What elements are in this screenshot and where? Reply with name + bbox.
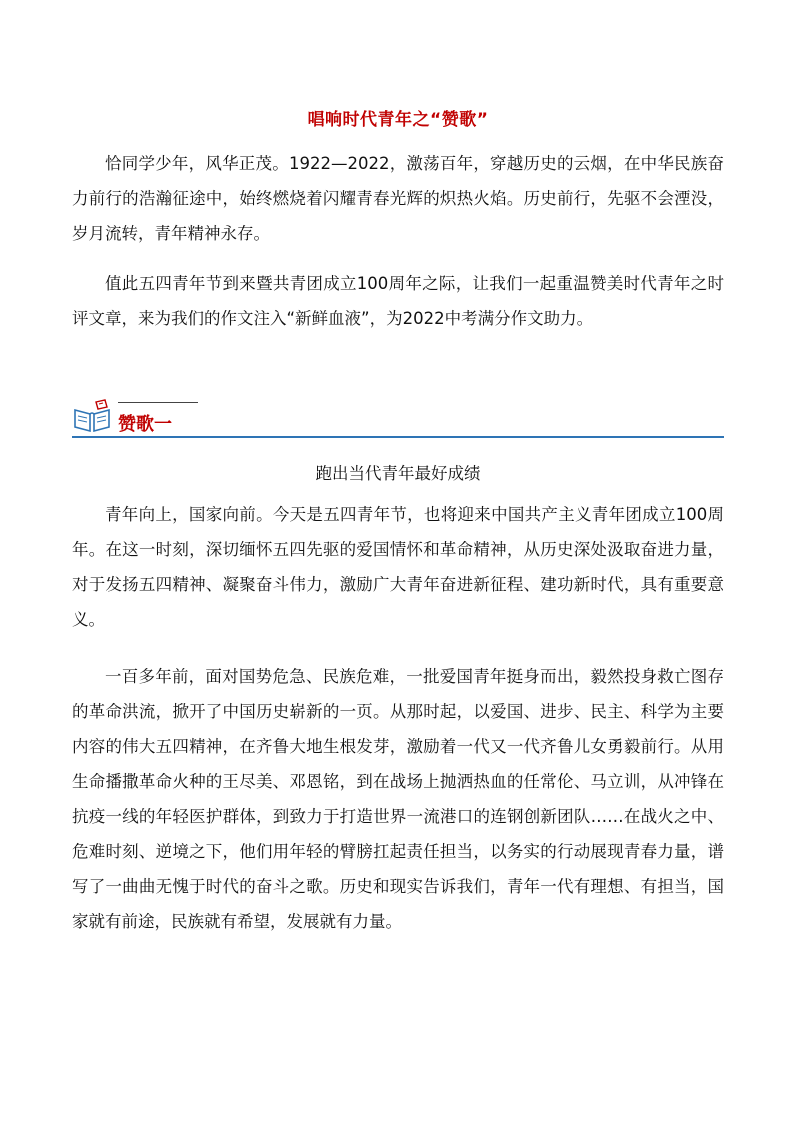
article-paragraph-2: 一百多年前，面对国势危急、民族危难，一批爱国青年挺身而出，毅然投身救亡图存的革命洪流，掀开了中国历史崭新的一页。从那时起，以爱国、进步、民主、科学为主要内容的伟大五四精神，在齐鲁大地生根发芽，激励着一代又一代齐鲁儿女勇毅前行。从用生命播撒革命火种的王尽美、邓恩铭，到在战场上抛洒热血的任常伦、马立训，从冲锋在抗疫一线的年轻医护群体，到致力于打造世界一流港口的连钢创新团队……在战火之中、危难时刻、逆境之下，他们用年轻的臂膀扛起责任担当，以务实的行动展现青春力量，谱写了一曲曲无愧于时代的奋斗之歌。历史和现实告诉我们，青年一代有理想、有担当，国家就有前途，民族就有希望，发展就有力量。 xyxy=(72,667,724,931)
section-label: 赞歌一 xyxy=(118,414,172,435)
section-header xyxy=(72,398,724,440)
intro-paragraph-2: 值此五四青年节到来暨共青团成立100周年之际，让我们一起重温赞美时代青年之时评文章，来为我们的作文注入“新鲜血液”，为2022中考满分作文助力。 xyxy=(72,274,724,328)
document-title: 唱响时代青年之“赞歌” xyxy=(307,110,489,130)
article-title: 跑出当代青年最好成绩 xyxy=(315,464,481,483)
section-top-rule xyxy=(118,402,198,403)
article-paragraph-1: 青年向上，国家向前。今天是五四青年节，也将迎来中国共产主义青年团成立100周年。在这一时刻，深切缅怀五四先驱的爱国情怀和革命精神，从历史深处汲取奋进力量，对于发扬五四精神、凝聚奋斗伟力，激励广大青年奋进新征程、建功新时代，具有重要意义。 xyxy=(72,505,724,629)
section-bottom-rule xyxy=(72,436,724,438)
intro-paragraph-1: 恰同学少年，风华正茂。1922—2022，激荡百年，穿越历史的云烟，在中华民族奋力前行的浩瀚征途中，始终燃烧着闪耀青春光辉的炽热火焰。历史前行，先驱不会湮没，岁月流转，青年精神永存。 xyxy=(72,154,724,243)
open-book-icon xyxy=(72,398,112,434)
